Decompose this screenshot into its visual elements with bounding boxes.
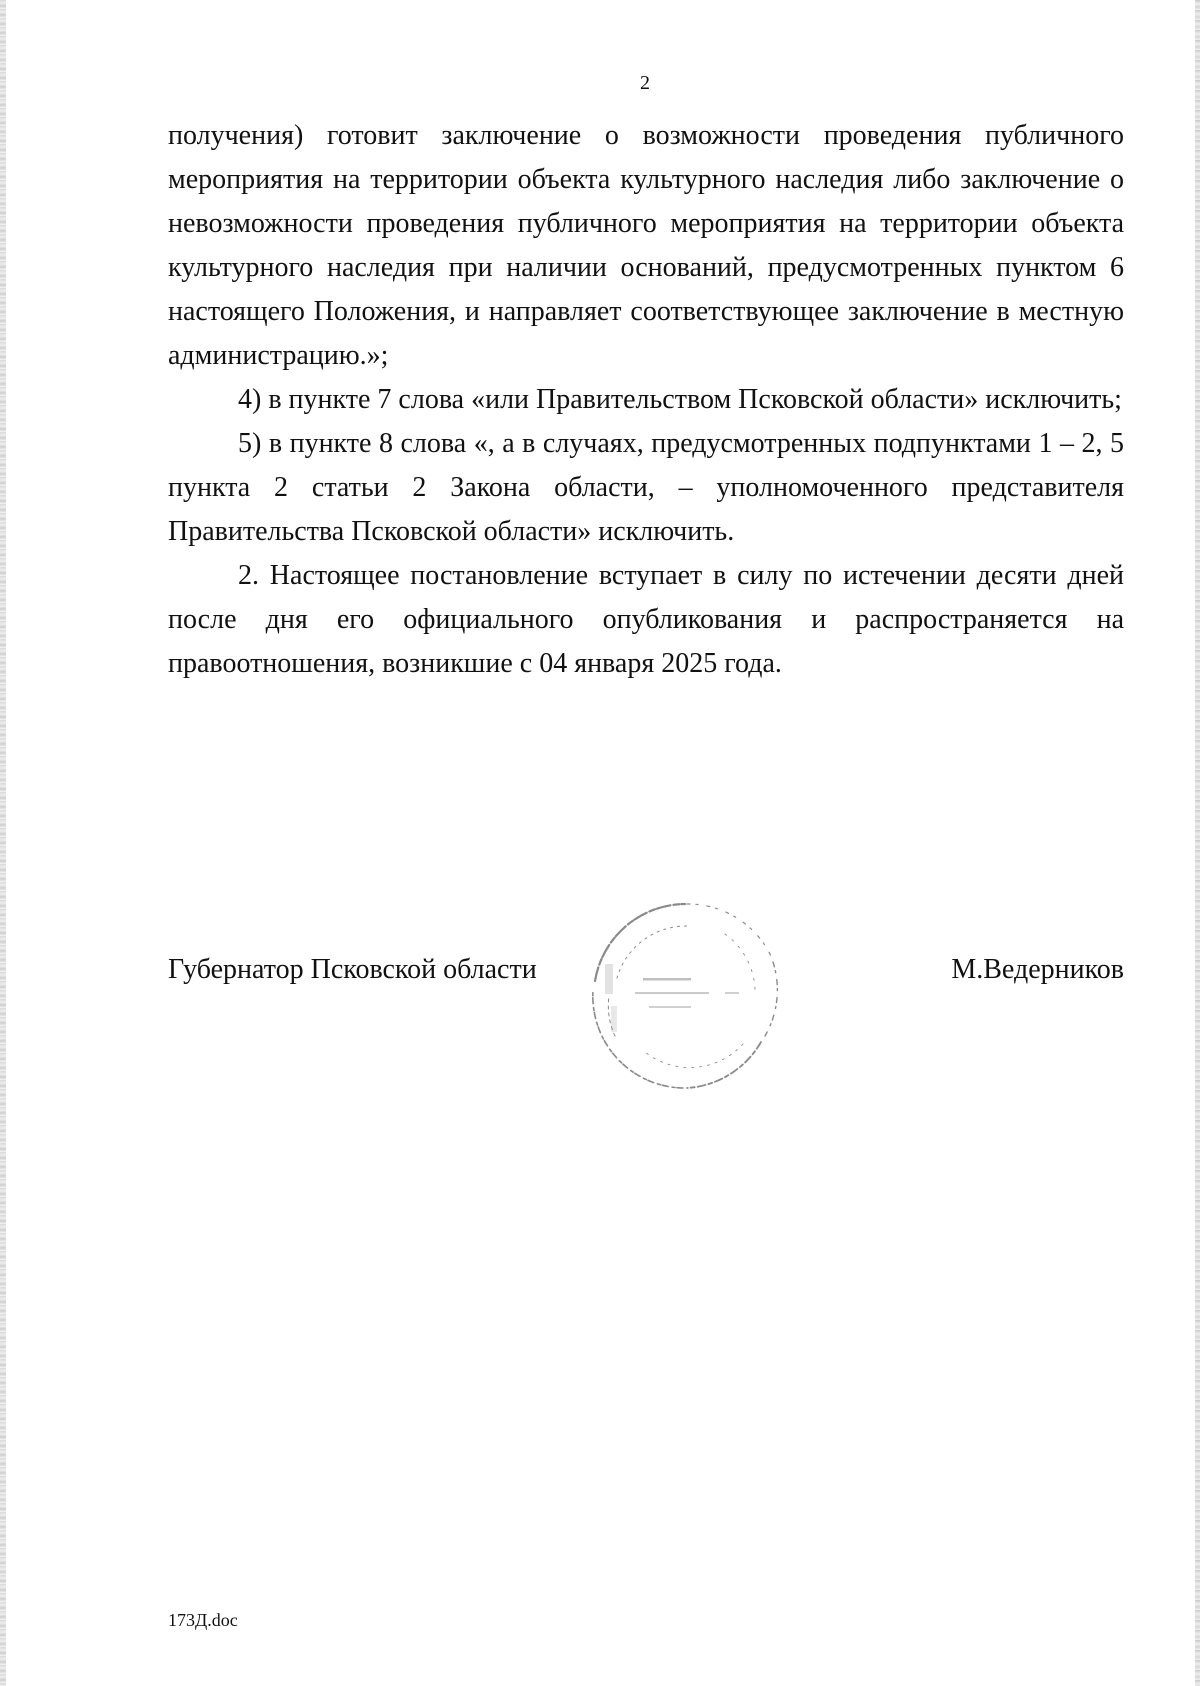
signatory-title: Губернатор Псковской области	[168, 954, 537, 985]
signatory-name: М.Ведерников	[951, 954, 1124, 985]
scan-edge-left	[0, 0, 6, 1686]
paragraph-effective-date: 2. Настоящее постановление вступает в силу по истечении десяти дней после дня его официального опубликования и распространяется на правоотношения, возникшие с 04 января 2025 года.	[168, 560, 1124, 679]
document-file-reference: 173Д.doc	[168, 1610, 238, 1630]
document-body	[168, 114, 1124, 686]
paragraph-continuation: получения) готовит заключение о возможности проведения публичного мероприятия на территории объекта культурного наследия либо заключение о невозможности проведения публичного мероприятия на территории объекта культурного наследия при наличии оснований, предусмотренных пунктом 6 настоящего Положения, и направляет соответствующее заключение в местную администрацию.»;	[168, 120, 1124, 371]
page-number: 2	[640, 72, 650, 94]
paragraph-item-5: 5) в пункте 8 слова «, а в случаях, предусмотренных подпунктами 1 – 2, 5 пункта 2 статьи 2 Закона области, – уполномоченного представителя Правительства Псковской области» исключить.	[168, 428, 1124, 547]
paragraph-item-4: 4) в пункте 7 слова «или Правительством Псковской области» исключить;	[238, 384, 1122, 415]
scan-edge-right	[1195, 0, 1200, 1686]
seal-stamp-icon	[575, 886, 801, 1108]
